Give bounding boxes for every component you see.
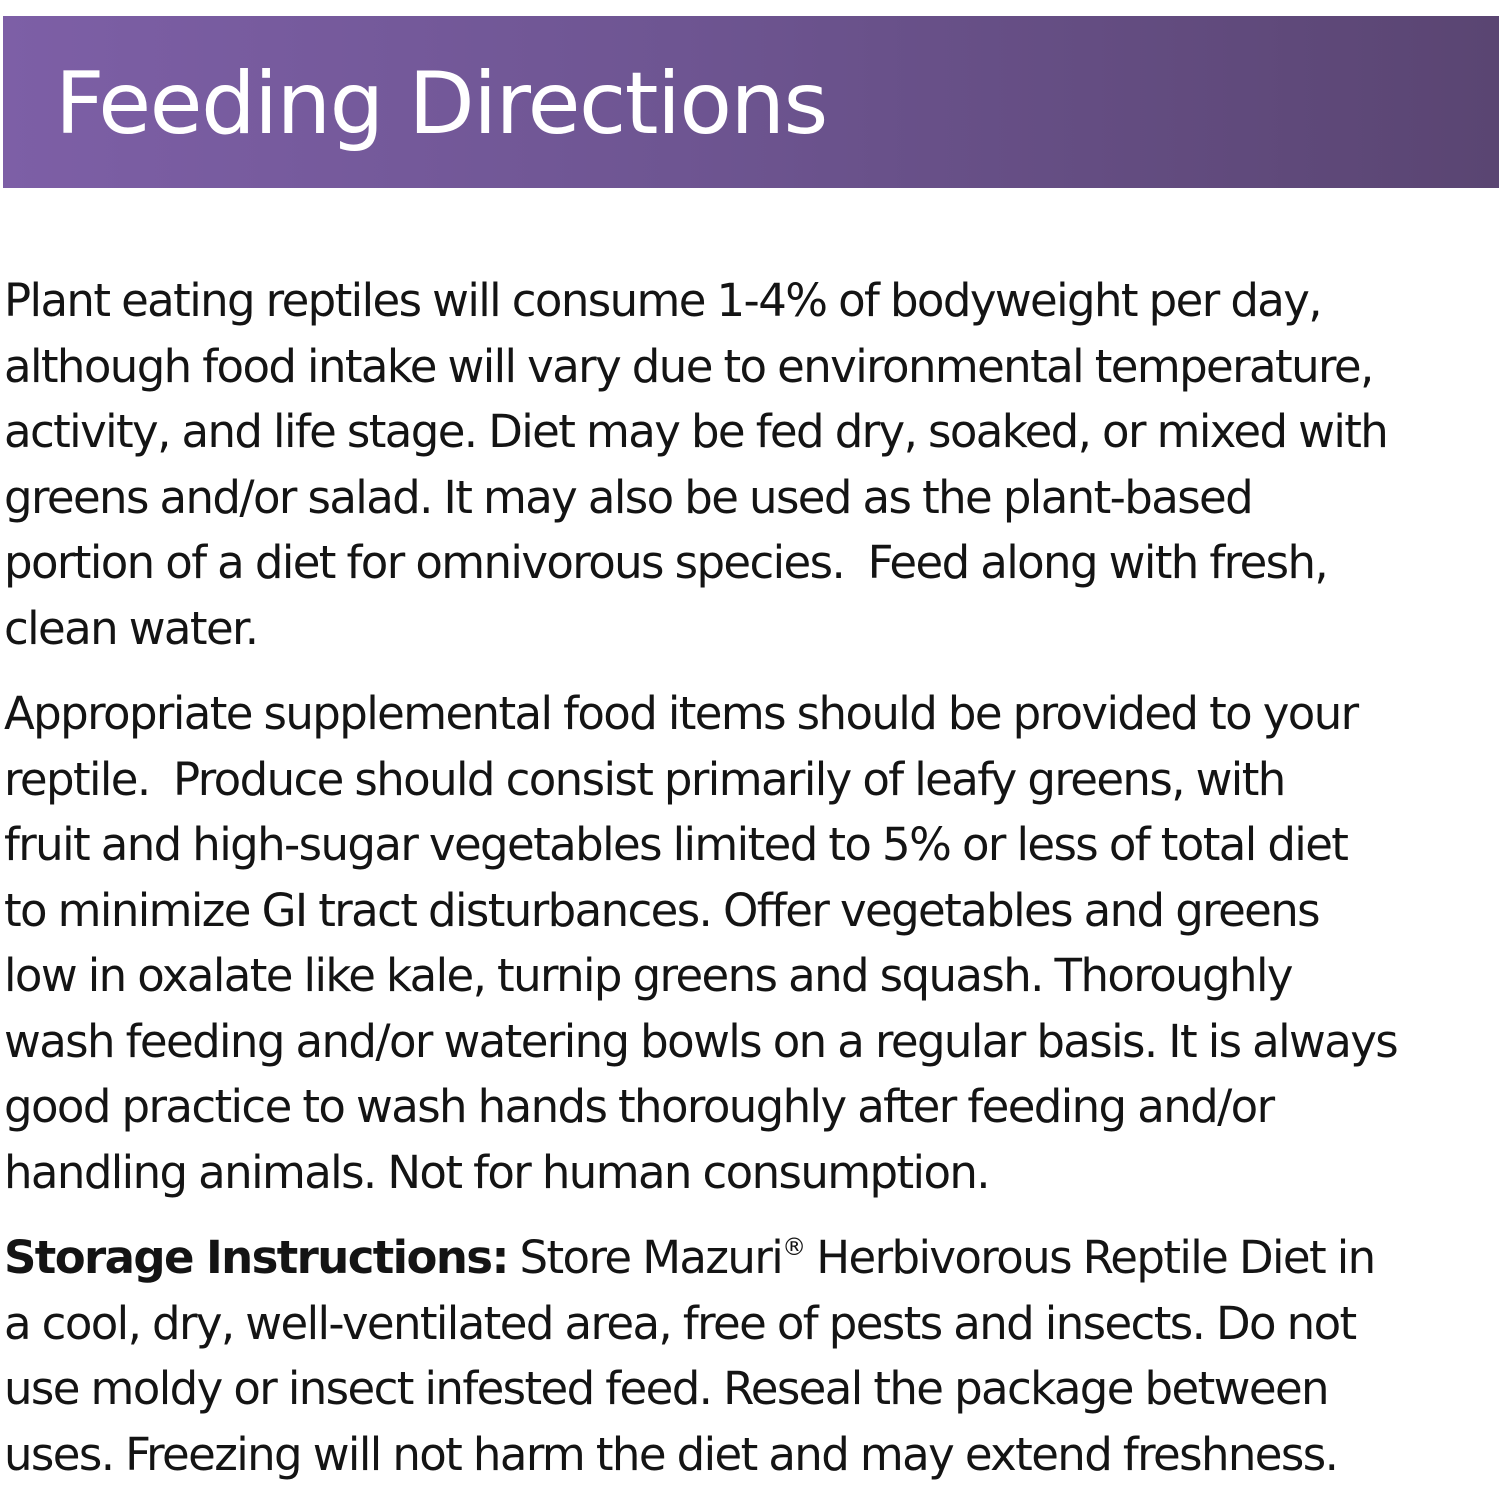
storage-first-line [4, 1225, 1496, 1291]
document-body [4, 268, 1496, 1487]
text-line: reptile. Produce should consist primarily of leafy greens, with [4, 752, 1285, 806]
text-line: good practice to wash hands thoroughly after feeding and/or [4, 1080, 1274, 1133]
feeding-paragraph [4, 268, 1496, 661]
text-line: to minimize GI tract disturbances. Offer vegetables and greens [4, 883, 1320, 937]
text-line: clean water. [4, 601, 258, 655]
text-line: activity, and life stage. Diet may be fed dry, soaked, or mixed with [4, 405, 1388, 458]
text-line: handling animals. Not for human consumption. [4, 1145, 990, 1199]
page-title: Feeding Directions [55, 54, 827, 154]
text-line: portion of a diet for omnivorous species. Feed along with fresh, [4, 536, 1328, 589]
text-line: fruit and high-sugar vegetables limited to 5% or less of total diet [4, 818, 1348, 871]
storage-instructions-paragraph [4, 1225, 1496, 1487]
header-banner [3, 16, 1499, 188]
text-line: uses. Freezing will not harm the diet and may extend freshness. [4, 1427, 1338, 1481]
text-line: Appropriate supplemental food items should be provided to your [4, 687, 1358, 740]
text-line: a cool, dry, well-ventilated area, free of pests and insects. Do not [4, 1296, 1356, 1350]
text-segment: Herbivorous Reptile Diet in [804, 1231, 1375, 1284]
text-line: use moldy or insect infested feed. Reseal the package between [4, 1362, 1328, 1415]
storage-instructions-label: Storage Instructions: [4, 1231, 508, 1284]
registered-mark: ® [782, 1233, 805, 1261]
text-line: wash feeding and/or watering bowls on a regular basis. It is always [4, 1014, 1398, 1068]
supplemental-food-paragraph [4, 681, 1496, 1205]
text-line: Plant eating reptiles will consume 1-4% of bodyweight per day, [4, 274, 1322, 327]
text-line: greens and/or salad. It may also be used as the plant-based [4, 470, 1253, 524]
text-line: low in oxalate like kale, turnip greens and squash. Thoroughly [4, 949, 1292, 1002]
text-segment: Store Mazuri [507, 1231, 783, 1284]
text-line: although food intake will vary due to environmental temperature, [4, 339, 1373, 393]
